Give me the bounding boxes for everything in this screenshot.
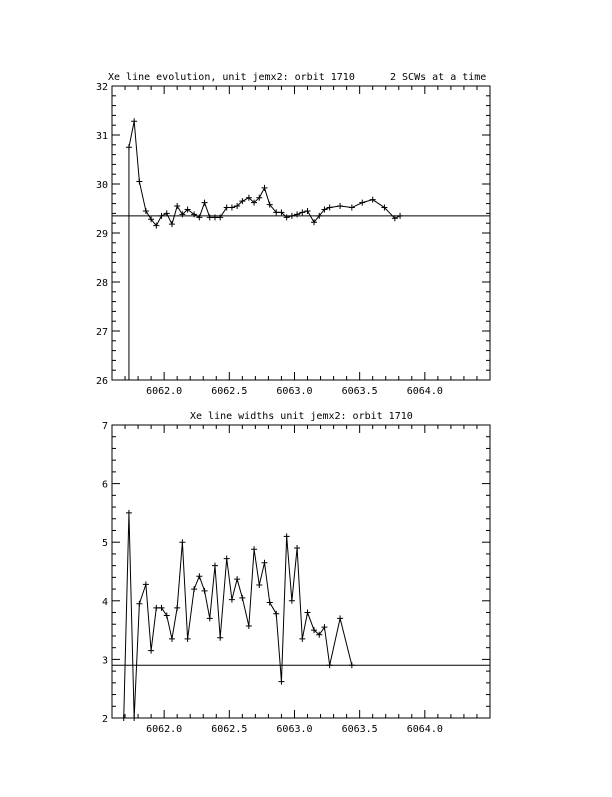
x-tick-label: 6062.0 [146,724,183,735]
data-point [179,539,185,545]
x-tick-label: 6063.0 [276,724,313,735]
data-point [207,214,213,220]
x-tick-label: 6064.0 [406,724,443,735]
data-point [229,597,235,603]
data-point [174,203,180,209]
data-point [196,214,202,220]
data-point [305,610,311,616]
data-point [229,205,235,211]
y-tick-label: 6 [101,479,108,491]
data-point [212,563,218,569]
data-point [131,118,137,124]
data-point [294,545,300,551]
y-tick-label: 4 [101,596,108,608]
data-point [196,573,202,579]
x-tick-label: 6062.0 [146,386,183,397]
data-point [256,582,262,588]
data-point [294,211,300,217]
data-point [126,510,132,516]
data-point [278,679,284,685]
y-tick-label: 32 [95,82,108,93]
data-point [212,214,218,220]
data-point [262,185,268,191]
data-point [121,715,127,721]
y-tick-label: 29 [95,229,108,240]
data-point [224,205,230,211]
chart-title: Xe line evolution, unit jemx2: orbit 1710 [108,72,355,83]
x-tick-label: 6063.5 [341,386,378,397]
data-point [217,214,223,220]
data-point [337,615,343,621]
y-tick-label: 7 [101,421,108,432]
data-point [143,581,149,587]
data-point [207,615,213,621]
x-tick-label: 6062.5 [211,724,248,735]
data-point [169,221,175,227]
y-tick-label: 30 [95,180,108,191]
data-point [136,179,142,185]
data-point [397,213,403,219]
series-line-1 [129,121,400,225]
data-point [305,208,311,214]
chart-title: Xe line widths unit jemx2: orbit 1710 [190,411,413,422]
data-point [159,213,165,219]
data-point [202,588,208,594]
x-tick-label: 6064.0 [406,386,443,397]
y-tick-label: 28 [95,278,108,289]
data-point [289,598,295,604]
plot-frame [112,425,490,718]
data-point [327,662,333,668]
data-point [174,605,180,611]
data-point [337,203,343,209]
data-point [349,205,355,211]
data-point [239,595,245,601]
x-tick-label: 6063.0 [276,386,313,397]
data-point [273,611,279,617]
y-tick-label: 27 [95,327,108,338]
data-point [359,200,365,206]
data-point [217,635,223,641]
data-point [262,560,268,566]
data-point [185,636,191,642]
data-point [131,715,137,721]
data-point [143,208,149,214]
data-point [321,624,327,630]
data-point [234,576,240,582]
data-point [169,636,175,642]
data-point [148,648,154,654]
data-point [289,213,295,219]
chart-panel-1 [96,72,490,397]
data-point [153,605,159,611]
series-line-1 [124,513,352,718]
data-point [136,601,142,607]
data-point [327,205,333,211]
data-point [246,623,252,629]
data-point [370,197,376,203]
data-point [299,209,305,215]
plot-frame [112,86,490,380]
data-point [126,144,132,150]
data-point [202,200,208,206]
y-tick-label: 5 [101,538,108,550]
data-point [159,605,165,611]
data-point [251,546,257,552]
data-point [284,533,290,539]
data-point [267,600,273,606]
y-tick-label: 31 [95,131,108,142]
data-point [299,636,305,642]
x-tick-label: 6063.5 [341,724,378,735]
y-tick-label: 26 [95,376,108,387]
chart-annotation: 2 SCWs at a time [390,72,487,83]
chart-panel-2 [102,411,490,735]
data-point [224,556,230,562]
data-point [349,662,355,668]
y-tick-label: 3 [101,655,108,667]
x-tick-label: 6062.5 [211,386,248,397]
y-tick-label: 2 [101,714,108,725]
data-point [164,612,170,618]
data-point [191,586,197,592]
